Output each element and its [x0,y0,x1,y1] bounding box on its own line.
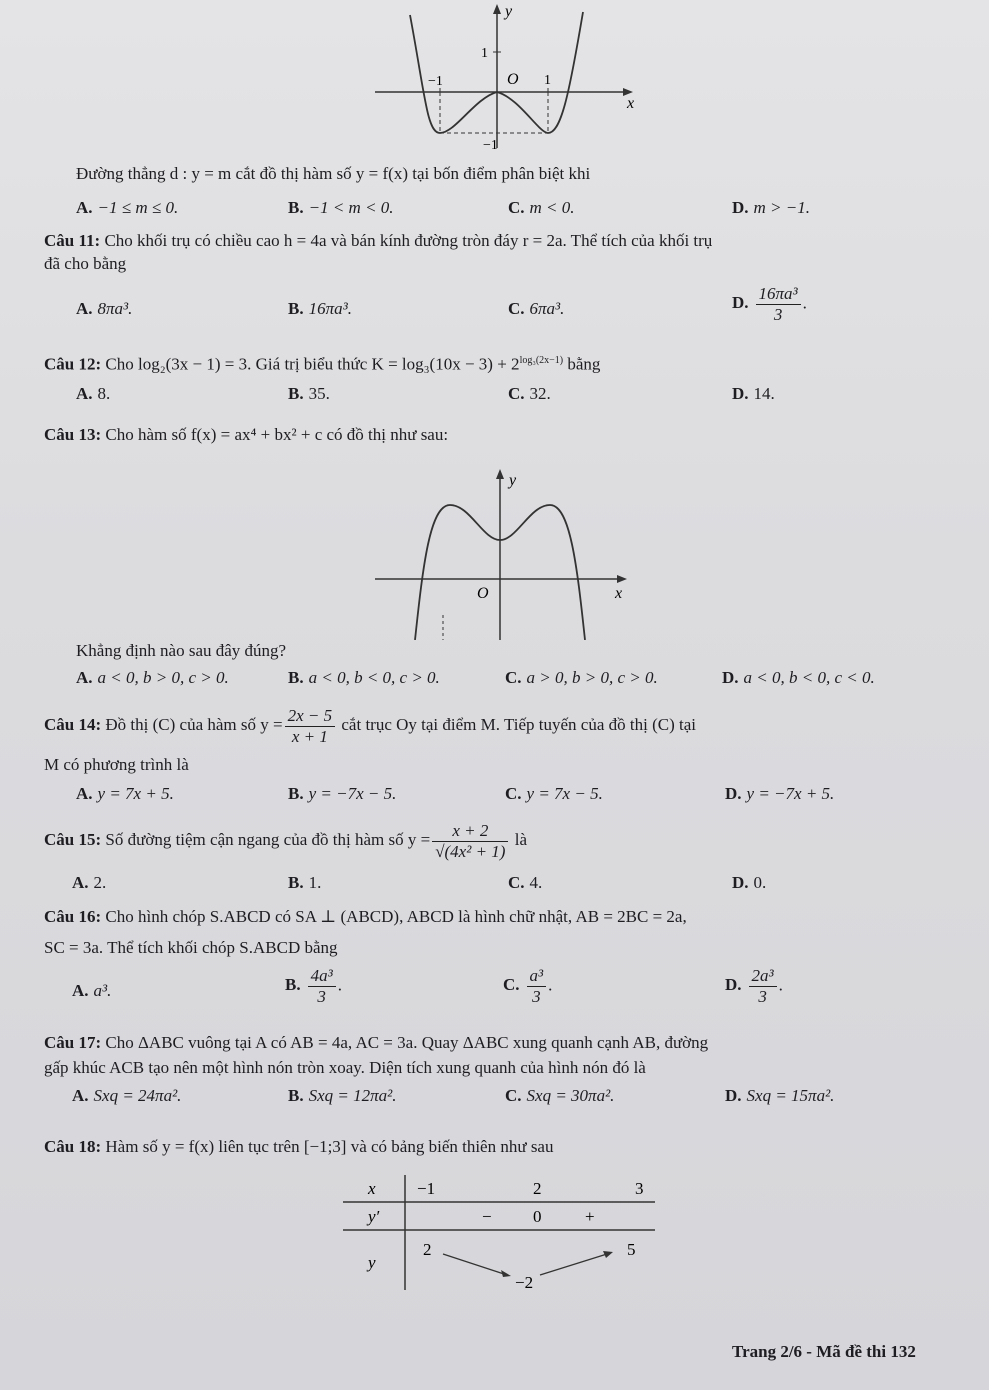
fraction: $\frac{\text{2a³}}{3}$ [749,966,777,1007]
option-key: C. [505,784,522,803]
option-text: a < 0, b > 0, c > 0. [97,668,229,687]
graph-quartic-q13 [365,455,655,640]
option-text: m < 0. [529,198,575,217]
fraction: $\frac{\text{4a³}}{3}$ [308,966,336,1007]
q10-option-c[interactable] [508,197,575,219]
option-text: a < 0, b < 0, c < 0. [743,668,875,687]
x-axis-label: x [627,95,635,112]
option-text: 14. [753,384,775,403]
option-key: D. [732,384,749,403]
q16-option-a[interactable] [72,980,111,1002]
option-text: 8πa³. [97,299,133,318]
option-text: y = 7x − 5. [526,784,603,803]
q13-option-d[interactable] [722,667,875,689]
option-key: D. [725,975,742,995]
question-text-tail: cắt trục Oy tại điểm M. Tiếp tuyến của đồ thị (C) tại [341,715,696,734]
option-key: B. [288,668,304,687]
option-text: 2. [93,873,107,892]
q11-option-a[interactable] [76,298,132,320]
option-key: B. [288,1086,304,1105]
arrow-increase [540,1254,607,1275]
option-text: Sxq = 12πa². [308,1086,397,1105]
arrow-decrease [443,1254,507,1275]
question-text: Cho hàm số f(x) = ax⁴ + bx² + c có đồ thị như sau: [105,425,449,444]
question-label: Câu 13: [44,425,102,444]
option-key: A. [76,384,93,403]
q15-option-c[interactable] [508,872,542,894]
q13-prompt: Khẳng định nào sau đây đúng? [76,641,287,660]
q14-option-c[interactable] [505,783,603,805]
option-key: D. [725,784,742,803]
q15-option-b[interactable] [288,872,321,894]
q13-option-a[interactable] [76,667,229,689]
q12-option-b[interactable] [288,383,330,405]
option-text: −1 ≤ m ≤ 0. [97,198,179,217]
question-text-tail: bằng [563,354,601,374]
question-text: Cho hình chóp S.ABCD có SA ⊥ (ABCD), ABCD là hình chữ nhật, AB = 2BC = 2a, [105,907,687,926]
q16-option-b[interactable]: B. $\frac{\text{4a³}}{3}$ . [285,966,342,1006]
question-text: Cho khối trụ có chiều cao h = 4a và bán kính đường tròn đáy r = 2a. Thể tích của khối trụ [104,231,713,250]
question-label: Câu 16: [44,907,102,926]
q13-stem [44,424,448,446]
option-key: A. [72,1086,89,1105]
table-head-x: x [368,1179,376,1198]
option-key: A. [76,299,93,318]
fraction: $\frac{\text{a³}}{3}$ [527,966,547,1007]
option-text: 6πa³. [529,299,565,318]
q11-option-c[interactable] [508,298,564,320]
option-text: a < 0, b < 0, c > 0. [308,668,440,687]
option-key: B. [288,384,304,403]
option-key: C. [508,299,525,318]
q11-stem-line1 [44,230,712,252]
tick-label: −1 [483,138,498,150]
q10-stem: Đường thẳng d : y = m cắt đồ thị hàm số y = f(x) tại bốn điểm phân biệt khi [76,164,591,183]
option-text: Sxq = 30πa². [526,1086,615,1105]
option-text: a > 0, b > 0, c > 0. [526,668,658,687]
option-key: A. [72,981,89,1000]
table-head-y: y [368,1253,376,1272]
q11-stem-line2: đã cho bằng [44,254,127,273]
q13-option-c[interactable] [505,667,658,689]
q15-option-a[interactable] [72,872,106,894]
q14-option-a[interactable] [76,783,174,805]
q16-stem-line1 [44,906,687,928]
option-text: 1. [308,873,322,892]
option-text: 4. [529,873,543,892]
tick-label: 1 [481,46,488,61]
question-label: Câu 18: [44,1137,102,1156]
fraction: $\frac{x + 2}{\text{√(4x² + 1)}}$ [432,821,508,862]
option-text: y = 7x + 5. [97,784,174,803]
q12-option-c[interactable] [508,383,551,405]
table-cell: −2 [515,1273,534,1292]
option-key: A. [76,668,93,687]
q10-option-d[interactable] [732,197,810,219]
option-key: D. [725,1086,742,1105]
q17-option-b[interactable] [288,1085,396,1107]
option-key: D. [732,293,749,313]
q15-stem [44,818,527,862]
option-text: −1 < m < 0. [308,198,394,217]
q16-option-d[interactable]: D. $\frac{\text{2a³}}{3}$ . [725,966,783,1006]
q11-option-d[interactable]: D. $\frac{\text{16πa³}}{3}$ . [732,284,807,324]
table-cell: 3 [635,1179,644,1198]
q14-option-b[interactable] [288,783,396,805]
option-text: Sxq = 15πa². [746,1086,835,1105]
option-key: B. [288,198,304,217]
q12-option-d[interactable] [732,383,775,405]
question-label: Câu 15: [44,830,102,849]
graph-quartic-q10 [355,0,645,150]
q17-option-a[interactable] [72,1085,181,1107]
x-axis-label: x [615,585,623,602]
q10-option-a[interactable] [76,197,178,219]
q17-option-d[interactable] [725,1085,834,1107]
q14-stem-line2: M có phương trình là [44,755,189,774]
q12-stem [44,350,600,376]
exponent: log₃(2x−1) [519,355,564,366]
q10-option-b[interactable] [288,197,394,219]
q13-option-b[interactable] [288,667,440,689]
q12-option-a[interactable] [76,383,110,405]
tick-label: 1 [544,73,551,88]
table-cell: − [482,1207,492,1226]
table-head-dy: y′ [368,1207,380,1226]
option-key: A. [76,198,93,217]
option-text: a³. [93,981,112,1000]
table-cell: 0 [533,1207,542,1226]
question-text: Đồ thị (C) của hàm số y = [105,715,283,734]
origin-label: O [507,71,519,88]
option-text: Sxq = 24πa². [93,1086,182,1105]
y-axis-label: y [509,472,517,489]
option-text: 32. [529,384,551,403]
option-key: C. [508,198,525,217]
question-text-tail: là [514,830,527,849]
table-cell: 2 [423,1240,432,1259]
option-key: D. [722,668,739,687]
question-label: Câu 12: [44,354,102,374]
q17-option-c[interactable] [505,1085,614,1107]
option-key: B. [288,299,304,318]
question-label: Câu 17: [44,1033,102,1052]
question-text: Hàm số y = f(x) liên tục trên [−1;3] và có bảng biến thiên như sau [105,1137,554,1156]
q17-stem-line2: gấp khúc ACB tạo nên một hình nón tròn xoay. Diện tích xung quanh của hình nón đó là [44,1058,646,1077]
option-key: A. [76,784,93,803]
option-key: B. [285,975,301,995]
q18-stem [44,1136,553,1158]
option-text: 16πa³. [308,299,352,318]
q15-option-d[interactable] [732,872,766,894]
table-cell: + [585,1207,595,1226]
variation-table [335,1170,665,1300]
option-key: C. [505,668,522,687]
q14-stem [44,703,696,747]
question-text: Cho ΔABC vuông tại A có AB = 4a, AC = 3a. Quay ΔABC xung quanh cạnh AB, đường [105,1033,709,1052]
question-label: Câu 14: [44,715,102,734]
q11-option-b[interactable] [288,298,352,320]
q14-option-d[interactable] [725,783,834,805]
option-text: 8. [97,384,111,403]
option-text: 35. [308,384,330,403]
question-text: Số đường tiệm cận ngang của đồ thị hàm số y = [105,830,431,849]
question-label: Câu 11: [44,231,101,250]
table-cell: 2 [533,1179,542,1198]
option-key: B. [288,784,304,803]
option-text: m > −1. [753,198,811,217]
option-key: A. [72,873,89,892]
table-cell: 5 [627,1240,636,1259]
option-text: y = −7x + 5. [746,784,835,803]
table-cell: −1 [417,1179,436,1198]
option-key: C. [505,1086,522,1105]
option-key: C. [508,873,525,892]
tick-label: −1 [428,74,443,89]
fraction: $\frac{2x - 5}{x + 1}$ [285,706,336,747]
option-text: 0. [753,873,767,892]
q16-option-c[interactable]: C. $\frac{\text{a³}}{3}$ . [503,966,553,1006]
q17-stem-line1 [44,1032,708,1054]
origin-label: O [477,585,489,602]
question-text: Cho log₂(3x − 1) = 3. Giá trị biểu thức K = log₃(10x − 3) + 2 [105,354,520,374]
option-text: y = −7x − 5. [308,784,397,803]
fraction: $\frac{\text{16πa³}}{3}$ [756,284,801,325]
option-key: D. [732,198,749,217]
option-key: C. [508,384,525,403]
page-footer: Trang 2/6 - Mã đề thi 132 [732,1342,916,1361]
option-key: D. [732,873,749,892]
y-axis-label: y [505,3,513,20]
option-key: C. [503,975,520,995]
q16-stem-line2: SC = 3a. Thể tích khối chóp S.ABCD bằng [44,938,338,957]
option-key: B. [288,873,304,892]
